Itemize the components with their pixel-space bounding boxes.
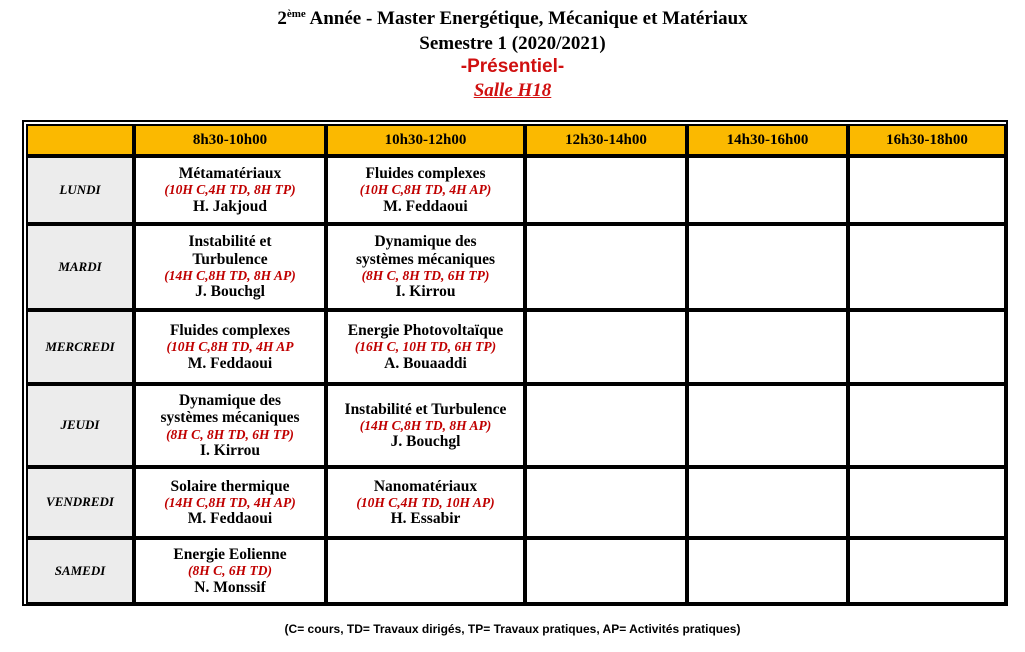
course-name: systèmes mécaniques (160, 409, 300, 427)
day-label: MERCREDI (45, 338, 115, 354)
professor-name: J. Bouchgl (195, 283, 265, 301)
year-superscript: ème (286, 8, 306, 20)
course-cell (525, 384, 687, 467)
course-name: Energie Eolienne (173, 546, 287, 564)
course-hours: (16H C, 10H TD, 6H TP) (354, 339, 497, 355)
course-hours: (10H C,4H TD, 8H TP) (164, 182, 296, 198)
day-label: LUNDI (59, 181, 101, 197)
course-cell (134, 224, 326, 310)
corner-header-cell (26, 124, 134, 156)
course-cell (326, 224, 525, 310)
day-label: VENDREDI (46, 494, 114, 510)
course-name: Fluides complexes (365, 165, 486, 183)
professor-name: M. Feddaoui (383, 197, 468, 215)
course-cell (525, 156, 687, 224)
course-hours: (10H C,8H TD, 4H AP) (359, 182, 492, 198)
course-name: Instabilité et Turbulence (344, 400, 507, 418)
course-hours: (10H C,4H TD, 10H AP) (356, 494, 495, 510)
course-name: Solaire thermique (170, 477, 290, 495)
course-cell (848, 310, 1006, 384)
timeslot-header (848, 124, 1006, 156)
course-cell (525, 310, 687, 384)
professor-name: I. Kirrou (395, 283, 456, 301)
course-cell (525, 538, 687, 604)
day-label: SAMEDI (54, 562, 106, 578)
mode-title: -Présentiel- (460, 56, 565, 77)
professor-name: A. Bouaaddi (384, 354, 467, 372)
course-hours: (8H C, 8H TD, 6H TP) (361, 268, 490, 284)
course-cell (326, 156, 525, 224)
course-cell (525, 467, 687, 538)
day-cell (26, 224, 134, 310)
course-cell (848, 538, 1006, 604)
course-name: Nanomatériaux (373, 477, 478, 495)
course-cell (687, 156, 848, 224)
timeslot-label: 14h30-16h00 (726, 131, 809, 148)
course-name: Dynamique des (374, 233, 477, 251)
course-cell (687, 538, 848, 604)
course-cell (326, 467, 525, 538)
professor-name: H. Jakjoud (192, 197, 268, 215)
timeslot-label: 8h30-10h00 (192, 131, 268, 148)
course-hours: (14H C,8H TD, 4H AP) (164, 494, 296, 510)
course-cell (134, 467, 326, 538)
timeslot-header (134, 124, 326, 156)
course-hours: (8H C, 8H TD, 6H TP) (166, 426, 294, 442)
timeslot-header (326, 124, 525, 156)
course-cell (134, 310, 326, 384)
course-hours: (14H C,8H TD, 8H AP) (164, 268, 296, 284)
day-label: MARDI (58, 258, 102, 274)
professor-name: M. Feddaoui (187, 354, 273, 372)
course-cell (848, 384, 1006, 467)
day-cell (26, 467, 134, 538)
year-number: 2 (277, 8, 287, 29)
day-label: JEUDI (60, 417, 100, 433)
course-cell (525, 224, 687, 310)
semester-title: Semestre 1 (2020/2021) (419, 33, 606, 54)
course-hours: (14H C,8H TD, 8H AP) (359, 417, 492, 433)
course-cell (848, 467, 1006, 538)
course-name: Dynamique des (178, 391, 282, 409)
professor-name: N. Monssif (194, 578, 266, 596)
course-hours: (10H C,8H TD, 4H AP (166, 339, 294, 355)
course-name: Métamatériaux (178, 165, 282, 183)
timetable-grid (22, 120, 1008, 606)
course-cell (687, 224, 848, 310)
course-cell (687, 310, 848, 384)
day-cell (26, 384, 134, 467)
course-cell (134, 538, 326, 604)
course-name: Instabilité et (188, 233, 272, 251)
course-cell (848, 224, 1006, 310)
professor-name: M. Feddaoui (187, 510, 273, 528)
course-name: Turbulence (192, 250, 268, 268)
professor-name: H. Essabir (390, 510, 461, 528)
course-cell (326, 384, 525, 467)
course-cell (687, 467, 848, 538)
professor-name: I. Kirrou (200, 441, 260, 459)
day-cell (26, 310, 134, 384)
room-title: Salle H18 (473, 80, 552, 101)
course-hours: (8H C, 6H TD) (188, 563, 272, 579)
course-cell (326, 310, 525, 384)
document-title (0, 8, 1025, 30)
course-name: systèmes mécaniques (355, 250, 496, 268)
course-cell (134, 384, 326, 467)
course-cell (848, 156, 1006, 224)
timeslot-header (687, 124, 848, 156)
timeslot-label: 10h30-12h00 (384, 131, 467, 148)
professor-name: J. Bouchgl (390, 433, 461, 451)
course-name: Energie Photovoltaïque (347, 322, 504, 340)
timeslot-label: 12h30-14h00 (565, 131, 647, 148)
course-cell (326, 538, 525, 604)
course-cell (134, 156, 326, 224)
timeslot-label: 16h30-18h00 (886, 131, 968, 148)
course-cell (687, 384, 848, 467)
day-cell (26, 538, 134, 604)
course-name: Fluides complexes (169, 322, 291, 340)
timeslot-header (525, 124, 687, 156)
program-name: Année - Master Energétique, Mécanique et Matériaux (305, 8, 748, 29)
day-cell (26, 156, 134, 224)
legend-note: (C= cours, TD= Travaux dirigés, TP= Travaux pratiques, AP= Activités pratiques) (284, 622, 741, 636)
